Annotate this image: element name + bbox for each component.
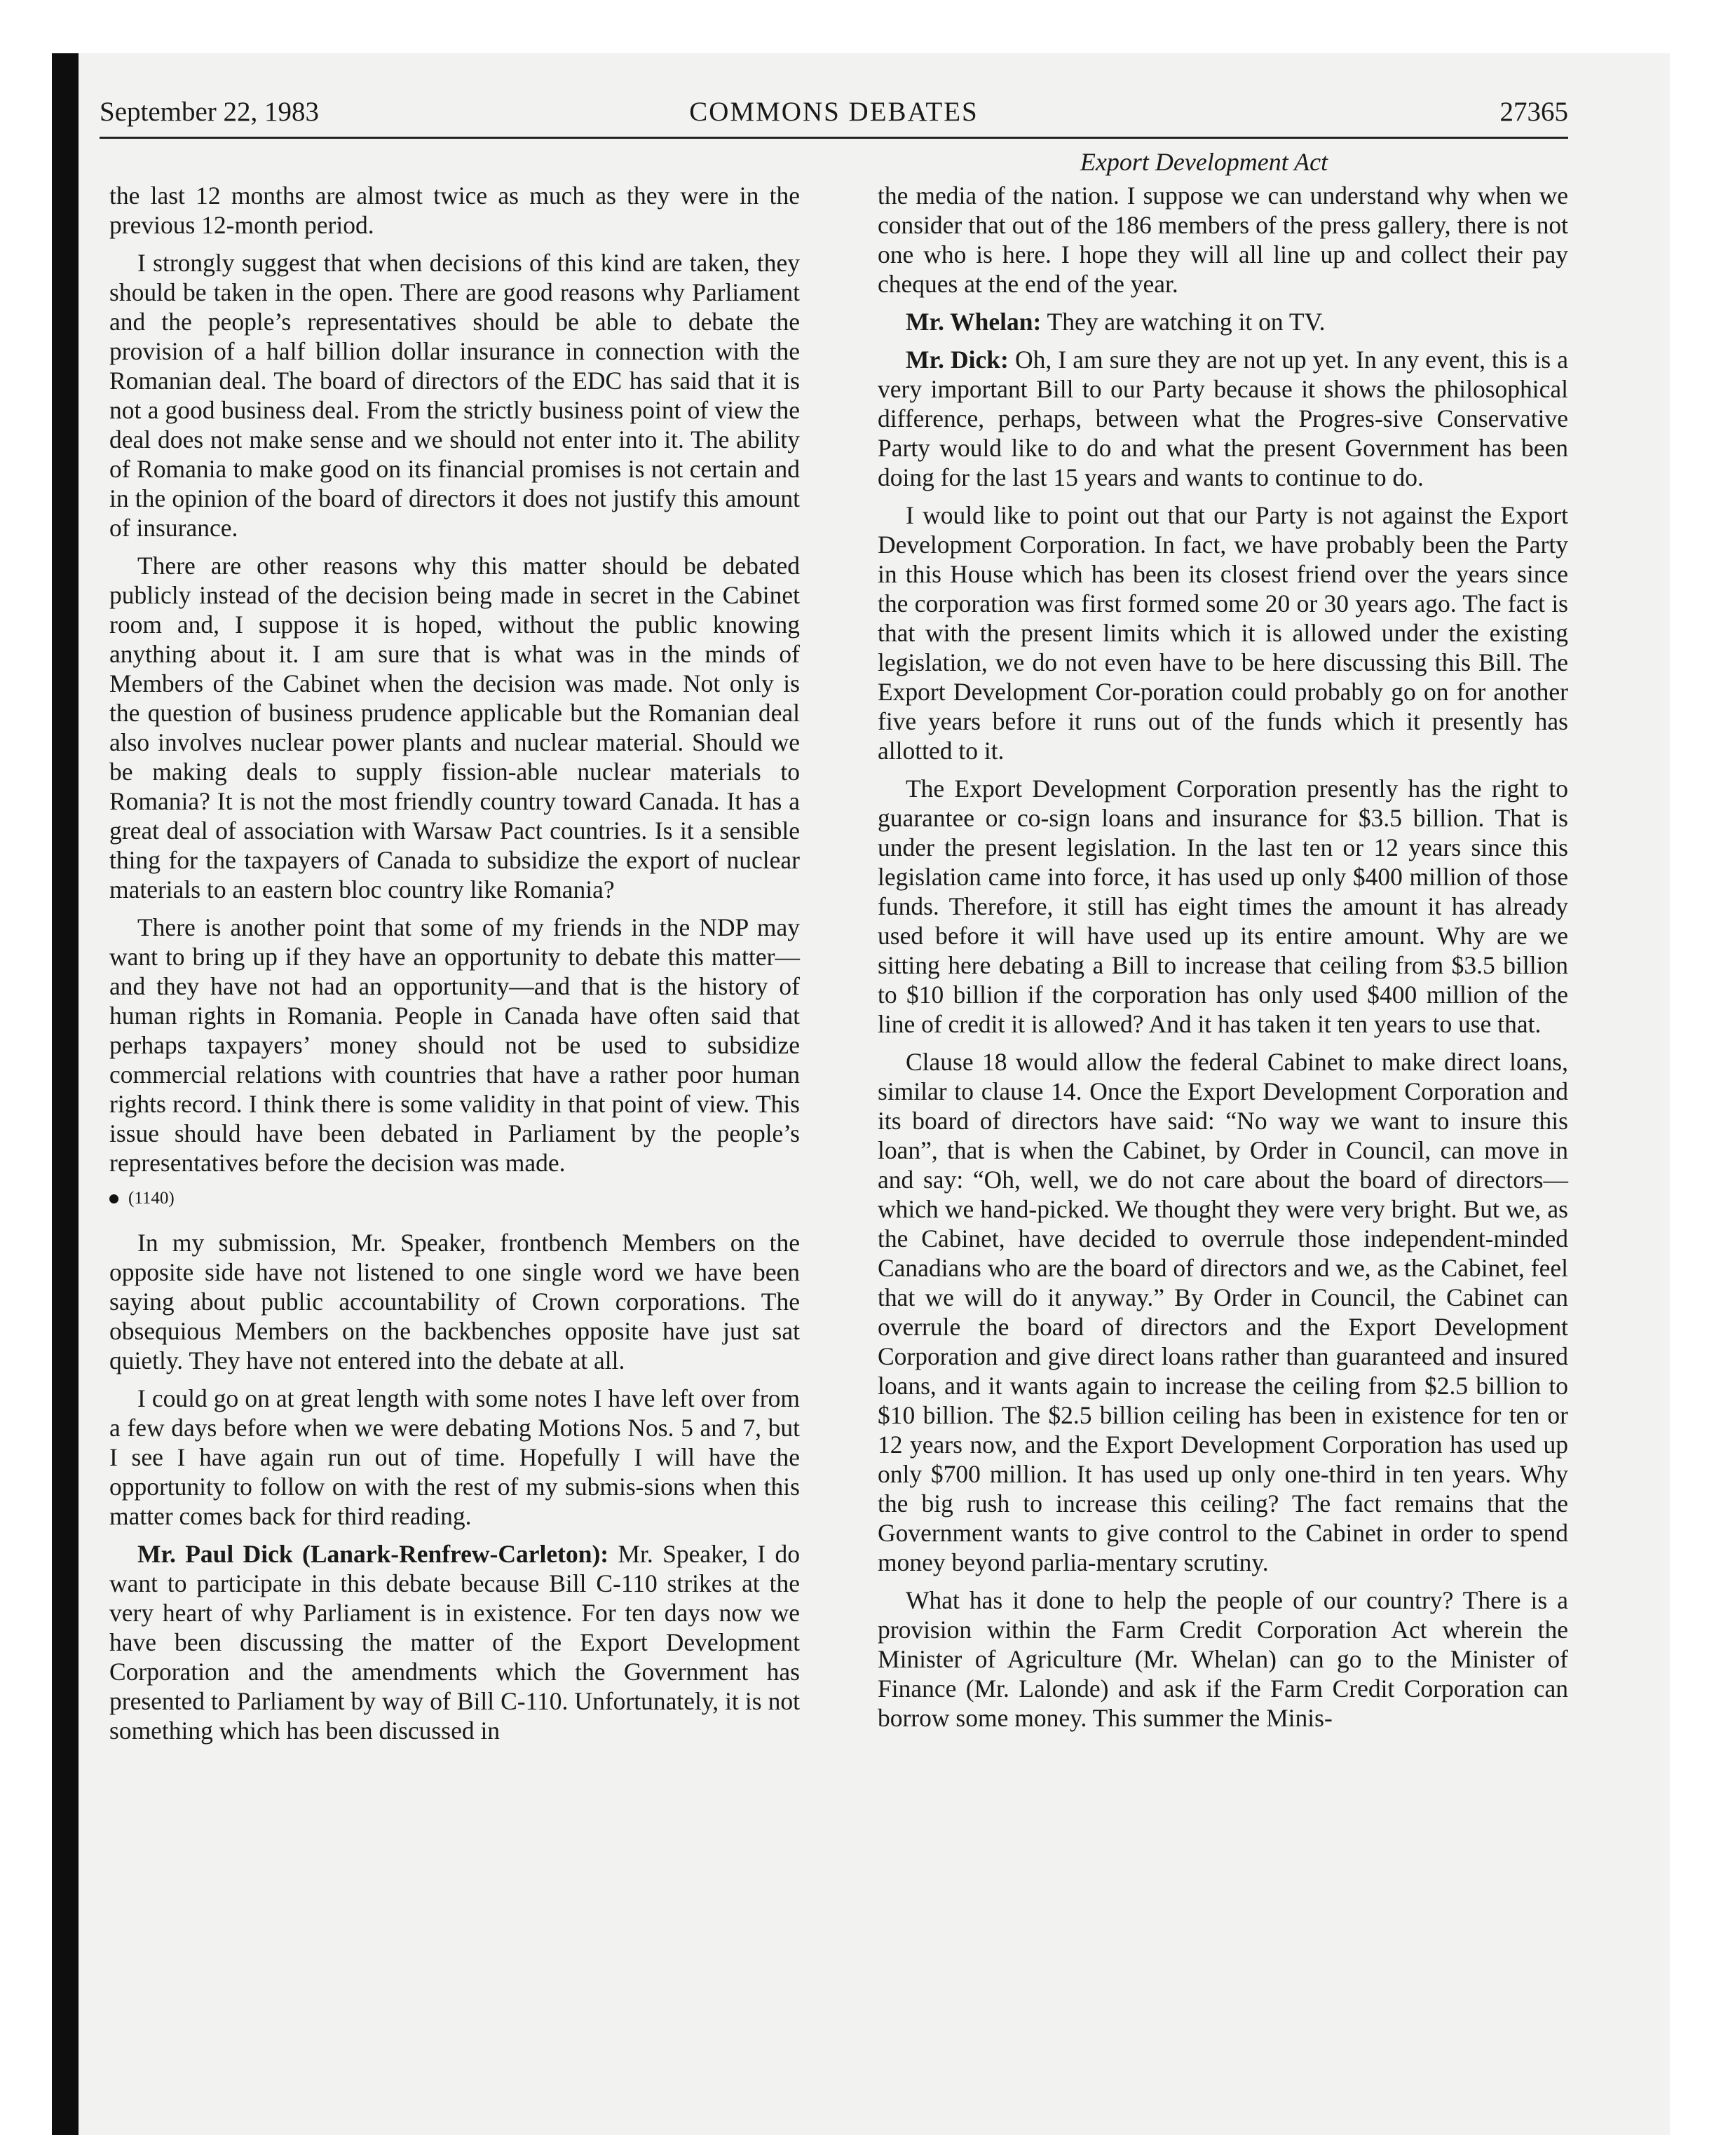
time-marker [109, 1186, 800, 1211]
speech-text: They are watching it on TV. [1041, 308, 1326, 336]
bullet-icon [109, 1194, 118, 1203]
time-marker-text: (1140) [128, 1189, 175, 1208]
paragraph: I strongly suggest that when decisions of this kind are taken, they should be taken in the open. There are good reasons why Parliament and the people’s representatives should be able to debate the provision of a half billion dollar insurance in connection with the Romanian deal. The board of directors of the EDC has said that it is not a good business deal. From the strictly business point of view the deal does not make sense and we should not enter into it. The ability of Romania to make good on its financial promises is not certain and in the opinion of the board of directors it does not justify this amount of insurance. [109, 249, 800, 542]
header-page-number: 27365 [1499, 97, 1568, 127]
page-header [100, 93, 1568, 135]
header-date: September 22, 1983 [100, 97, 320, 127]
header-rule [100, 137, 1568, 139]
paragraph: I would like to point out that our Party is not against the Export Development Corporation. In fact, we have probably been the Party in this House which has been its closest friend over the years since the corporation was first formed some 20 or 30 years ago. The fact is that with the present limits which it is allowed under the existing legislation, we do not even have to be here discussing this Bill. The Export Development Cor-poration could probably go on for another five years before it runs out of the funds which it presently has allotted to it. [878, 501, 1568, 765]
speaker-name: Mr. Whelan: [906, 308, 1042, 336]
speech-paragraph [878, 307, 1568, 336]
paragraph: There are other reasons why this matter should be debated publicly instead of the decision being made in secret in the Cabinet room and, I suppose it is hoped, without the public knowing anything about it. I am sure that is what was in the minds of Members of the Cabinet when the decision was made. Not only is the question of business prudence applicable but the Romanian deal also involves nuclear power plants and nuclear material. Should we be making deals to supply fission-able nuclear materials to Romania? It is not the most friendly country toward Canada. It has a great deal of association with Warsaw Pact countries. Is it a sensible thing for the taxpayers of Canada to subsidize the export of nuclear materials to an eastern bloc country like Romania? [109, 552, 800, 903]
header-title: COMMONS DEBATES [689, 97, 979, 127]
left-column [109, 181, 800, 1754]
speech-paragraph [878, 345, 1568, 492]
speech-paragraph [109, 1539, 800, 1745]
paragraph: the last 12 months are almost twice as much as they were in the previous 12-month period. [109, 182, 800, 239]
running-head: Export Development Act [1080, 148, 1328, 176]
paragraph: The Export Development Corporation presently has the right to guarantee or co-sign loans and insurance for $3.5 billion. That is under the present legislation. In the last ten or 12 years since this legislation came into force, it has used up only $400 million of those funds. Therefore, it still has eight times the amount it has already used before it will have used up its entire amount. Why are we sitting here debating a Bill to increase that ceiling from $3.5 billion to $10 billion if the corporation has only used $400 million of the line of credit it is allowed? And it has taken it ten years to use that. [878, 775, 1568, 1038]
paragraph: In my submission, Mr. Speaker, frontbench Members on the opposite side have not listened to one single word we have been saying about public accountability of Crown corporations. The obsequious Members on the backbenches opposite have just sat quietly. They have not entered into the debate at all. [109, 1229, 800, 1374]
paragraph: I could go on at great length with some notes I have left over from a few days before when we were debating Motions Nos. 5 and 7, but I see I have again run out of time. Hopefully I will have the opportunity to follow on with the rest of my submis-sions when this matter comes back for third reading. [109, 1384, 800, 1530]
speech-text: Mr. Speaker, I do want to participate in this debate because Bill C-110 strikes at the very heart of why Parliament is in existence. For ten days now we have been discussing the matter of the Export Development Corporation and the amendments which the Government has presented to Parliament by way of Bill C-110. Unfortunately, it is not something which has been discussed in [109, 1540, 800, 1745]
scan-edge-shadow [52, 53, 79, 2135]
paragraph: the media of the nation. I suppose we can understand why when we consider that out of the 186 members of the press gallery, there is not one who is here. I hope they will all line up and collect their pay cheques at the end of the year. [878, 182, 1568, 298]
speaker-name: Mr. Paul Dick (Lanark-Renfrew-Carleton): [137, 1540, 609, 1568]
speaker-name: Mr. Dick: [906, 346, 1009, 374]
paragraph: There is another point that some of my friends in the NDP may want to bring up if they have an opportunity to debate this matter—and they have not had an opportunity—and that is the history of human rights in Romania. People in Canada have often said that perhaps taxpayers’ money should not be used to subsidize commercial relations with countries that have a rather poor human rights record. I think there is some validity in that point of view. This issue should have been debated in Parliament by the people’s representatives before the decision was made. [109, 913, 800, 1177]
paragraph: What has it done to help the people of our country? There is a provision within the Farm Credit Corporation Act wherein the Minister of Agriculture (Mr. Whelan) can go to the Minister of Finance (Mr. Lalonde) and ask if the Farm Credit Corporation can borrow some money. This summer the Minis- [878, 1586, 1568, 1732]
paragraph: Clause 18 would allow the federal Cabinet to make direct loans, similar to clause 14. Once the Export Development Corporation and its board of directors have said: “No way we want to insure this loan”, that is when the Cabinet, by Order in Council, can move in and say: “Oh, well, we do not care about the board of directors—which we hand-picked. We thought they were very bright. But we, as the Cabinet, have decided to overrule those independent-minded Canadians who are the board of directors and we, as the Cabinet, feel that we will do it anyway.” By Order in Council, the Cabinet can overrule the board of directors and the Export Development Corporation and give direct loans rather than guaranteed and insured loans, and it wants again to increase the ceiling from $2.5 billion to $10 billion. The $2.5 billion ceiling has been in existence for ten or 12 years now, and the Export Development Corporation has used up only $700 million. It has used up only one-third in ten years. Why the big rush to increase this ceiling? The fact remains that the Government wants to give control to the Cabinet in order to spend money beyond parlia-mentary scrutiny. [878, 1048, 1568, 1576]
right-column [878, 181, 1568, 1741]
speech-text: Oh, I am sure they are not up yet. In any event, this is a very important Bill to our Party because it shows the philosophical difference, perhaps, between what the Progres-sive Conservative Party would like to do and what the present Government has been doing for the last 15 years and wants to continue to do. [878, 346, 1569, 491]
